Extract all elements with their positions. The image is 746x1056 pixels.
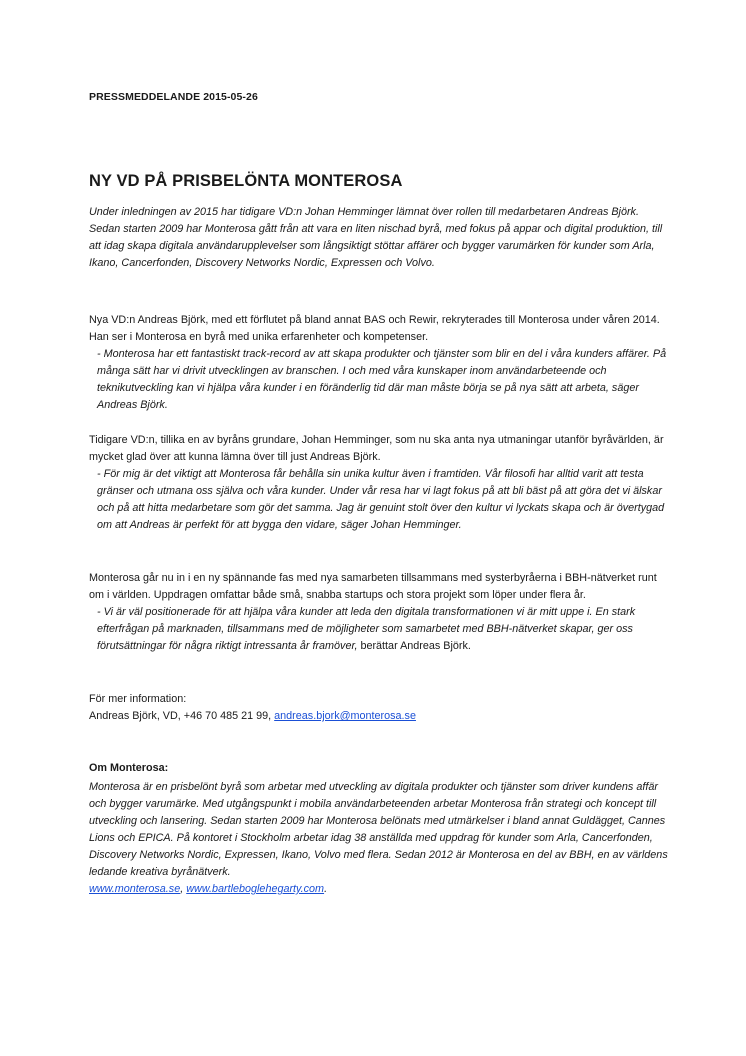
paragraph-text: Tidigare VD:n, tillika en av byråns grundare, Johan Hemminger, som nu ska anta nya utmaningar utanför byråvärlden, är mycket glad över att kunna lämna över till just Andreas Björk.	[89, 434, 664, 463]
quote-attribution: berättar Andreas Björk.	[357, 640, 471, 652]
paragraph-text: Nya VD:n Andreas Björk, med ett förflutet på bland annat BAS och Rewir, rekryterades till Monterosa under våren 2014. Han ser i Monterosa en byrå med unika erfarenheter och kompetenser.	[89, 314, 660, 343]
dateline: PRESSMEDDELANDE 2015-05-26	[89, 91, 258, 103]
link-end: .	[324, 883, 328, 895]
contact-block	[89, 691, 669, 725]
contact-details: Andreas Björk, VD, +46 70 485 21 99,	[89, 710, 275, 722]
paragraph-former-ceo	[89, 432, 669, 534]
paragraph-new-phase	[89, 570, 669, 655]
quote: - Vi är väl positionerade för att hjälpa våra kunder att leda den digitala transformationen vi är mitt uppe i. En stark efterfrågan på marknaden, tillsammans med de möjligheter som samarbetet med BBH-nätverket skapar, ger oss förutsättningar för några riktigt intressanta år framöver,	[97, 606, 636, 652]
page-title: NY VD PÅ PRISBELÖNTA MONTEROSA	[89, 172, 403, 190]
about-text: Monterosa är en prisbelönt byrå som arbetar med utveckling av digitala produkter och tjänster som driver kundens affär och bygger varumärke. Med utgångspunkt i mobila användarbeteenden arbetar Monterosa från strategi och koncept till utveckling och lansering. Sedan starten 2009 har Monterosa belönats med utmärkelser i bland annat Guldägget, Cannes Lions och EPICA. På kontoret i Stockholm arbetar idag 38 anställda med uppdrag för kunder som Arla, Cancerfonden, Discovery Networks Nordic, Expressen, Ikano, Volvo med flera. Sedan 2012 är Monterosa en del av BBH, en av världens ledande kreativa byrånätverk.	[89, 781, 668, 878]
link-separator: ,	[180, 883, 187, 895]
bbh-website-link[interactable]: www.bartleboglehegarty.com	[186, 883, 325, 895]
about-links	[89, 881, 669, 898]
contact-line	[89, 708, 669, 725]
quote-block	[89, 604, 669, 655]
website-link[interactable]: www.monterosa.se	[89, 883, 181, 895]
paragraph-text: Monterosa går nu in i en ny spännande fas med nya samarbeten tillsammans med systerbyråerna i BBH-nätverket runt om i världen. Uppdragen omfattar både små, snabba startups och stora projekt som löper under flera år.	[89, 572, 657, 601]
paragraph-new-ceo	[89, 312, 669, 414]
ingress-paragraph	[89, 204, 669, 272]
ingress-text: Under inledningen av 2015 har tidigare VD:n Johan Hemminger lämnat över rollen till medarbetaren Andreas Björk. Sedan starten 2009 har Monterosa gått från att vara en liten nischad byrå, med fokus på appar och digital produktion, till att idag skapa digitala användarupplevelser som långsiktigt stöttar affärer och bygger varumärken för kunder som Arla, Ikano, Cancerfonden, Discovery Networks Nordic, Expressen och Volvo.	[89, 206, 663, 269]
about-block	[89, 779, 669, 898]
about-heading: Om Monterosa:	[89, 762, 169, 774]
contact-heading: För mer information:	[89, 693, 187, 705]
email-link[interactable]: andreas.bjork@monterosa.se	[274, 710, 416, 722]
quote: - För mig är det viktigt att Monterosa får behålla sin unika kultur även i framtiden. Vår filosofi har alltid varit att testa gränser och utmana oss själva och våra kunder. Under vår resa har vi lagt fokus på att bli bäst på att göra det vi älskar och på att hitta medarbetare som gör det samma. Jag är genuint stolt över den kultur vi lyckats skapa och är övertygad om att Andreas är perfekt för att bygga den vidare, säger Johan Hemminger.	[97, 468, 665, 531]
quote: - Monterosa har ett fantastiskt track-record av att skapa produkter och tjänster som blir en del i våra kunders affärer. På många sätt har vi drivit utvecklingen av branschen. I och med våra kunskaper inom användarbeteende och teknikutveckling kan vi hjälpa våra kunder i en föränderlig tid där man måste börja se på nya sätt att arbeta, säger Andreas Björk.	[97, 348, 667, 411]
